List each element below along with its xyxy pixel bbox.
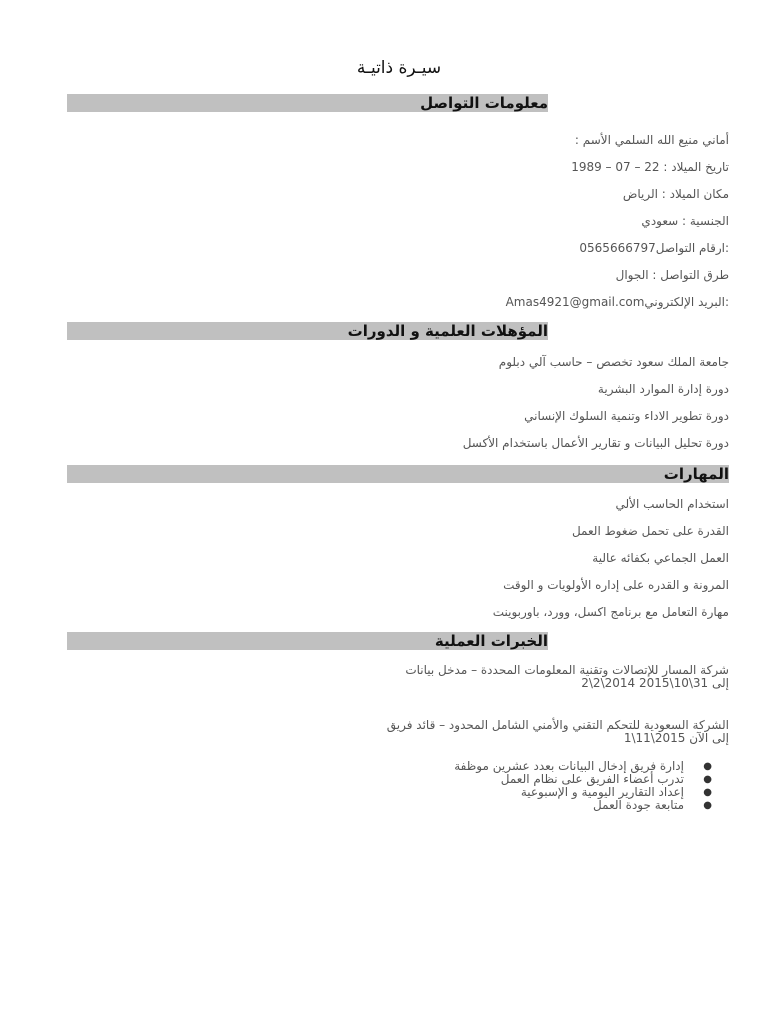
page-title: سيـرة ذاتيـة <box>356 58 442 78</box>
section-heading-contact: معلومات التواصل <box>420 94 548 112</box>
bullet-icon: ● <box>703 774 712 785</box>
duty-text: إدارة فريق إدخال البيانات بعدد عشرين موظفة <box>454 759 684 773</box>
bullet-icon: ● <box>703 761 712 772</box>
duty-item <box>454 799 712 812</box>
section-bar-skills <box>67 465 729 483</box>
section-heading-skills: المهارات <box>663 465 729 483</box>
contact-name: أماني منيع الله السلمي الأسم : <box>574 133 729 147</box>
contact-email: :البريد الإلكترونيAmas4921@gmail.com <box>505 295 729 309</box>
section-heading-experience: الخبرات العملية <box>434 632 548 650</box>
duty-text: إعداد التقارير اليومية و الإسبوعية <box>520 785 684 799</box>
skill-item: العمل الجماعي بكفائه عالية <box>592 551 729 565</box>
duties-list <box>454 760 712 812</box>
qualification-item: دورة تحليل البيانات و تقارير الأعمال باستخدام الأكسل <box>462 436 729 450</box>
duty-text: متابعة جودة العمل <box>593 798 684 812</box>
qualification-item: جامعة الملك سعود تخصص – حاسب آلي دبلوم <box>498 355 729 369</box>
skill-item: القدرة على تحمل ضغوط العمل <box>571 524 729 538</box>
skill-item: مهارة التعامل مع برنامج اكسل، وورد، باوربوينت <box>492 605 729 619</box>
job-period: إلى الآن 2015\11\1 <box>623 731 729 745</box>
section-heading-qualifications: المؤهلات العلمية و الدورات <box>347 322 548 340</box>
job-entry <box>387 719 729 745</box>
job-period: إلى 31\10\2015 2014\2\2 <box>581 676 729 690</box>
duty-text: تدرب أعضاء الفريق على نظام العمل <box>500 772 684 786</box>
contact-nationality: الجنسية : سعودي <box>641 214 729 228</box>
contact-phone: :ارقام التواصل0565666797 <box>579 241 729 255</box>
contact-birthdate: تاريخ الميلاد : 22 – 07 – 1989 <box>571 160 729 174</box>
job-title: شركة المسار للإتصالات وتقنية المعلومات المحددة – مدخل بيانات <box>405 663 729 677</box>
job-entry <box>405 664 729 690</box>
contact-birthplace: مكان الميلاد : الرياض <box>622 187 729 201</box>
job-title: الشركة السعودية للتحكم التقني والأمني الشامل المحدود – قائد فريق <box>386 718 729 732</box>
skill-item: المرونة و القدره على إداره الأولويات و الوقت <box>503 578 729 592</box>
bullet-icon: ● <box>703 800 712 811</box>
qualification-item: دورة إدارة الموارد البشرية <box>597 382 729 396</box>
qualification-item: دورة تطوير الاداء وتنمية السلوك الإنساني <box>524 409 729 423</box>
contact-method: طرق التواصل : الجوال <box>615 268 729 282</box>
bullet-icon: ● <box>703 787 712 798</box>
skill-item: استخدام الحاسب الألي <box>615 497 729 511</box>
